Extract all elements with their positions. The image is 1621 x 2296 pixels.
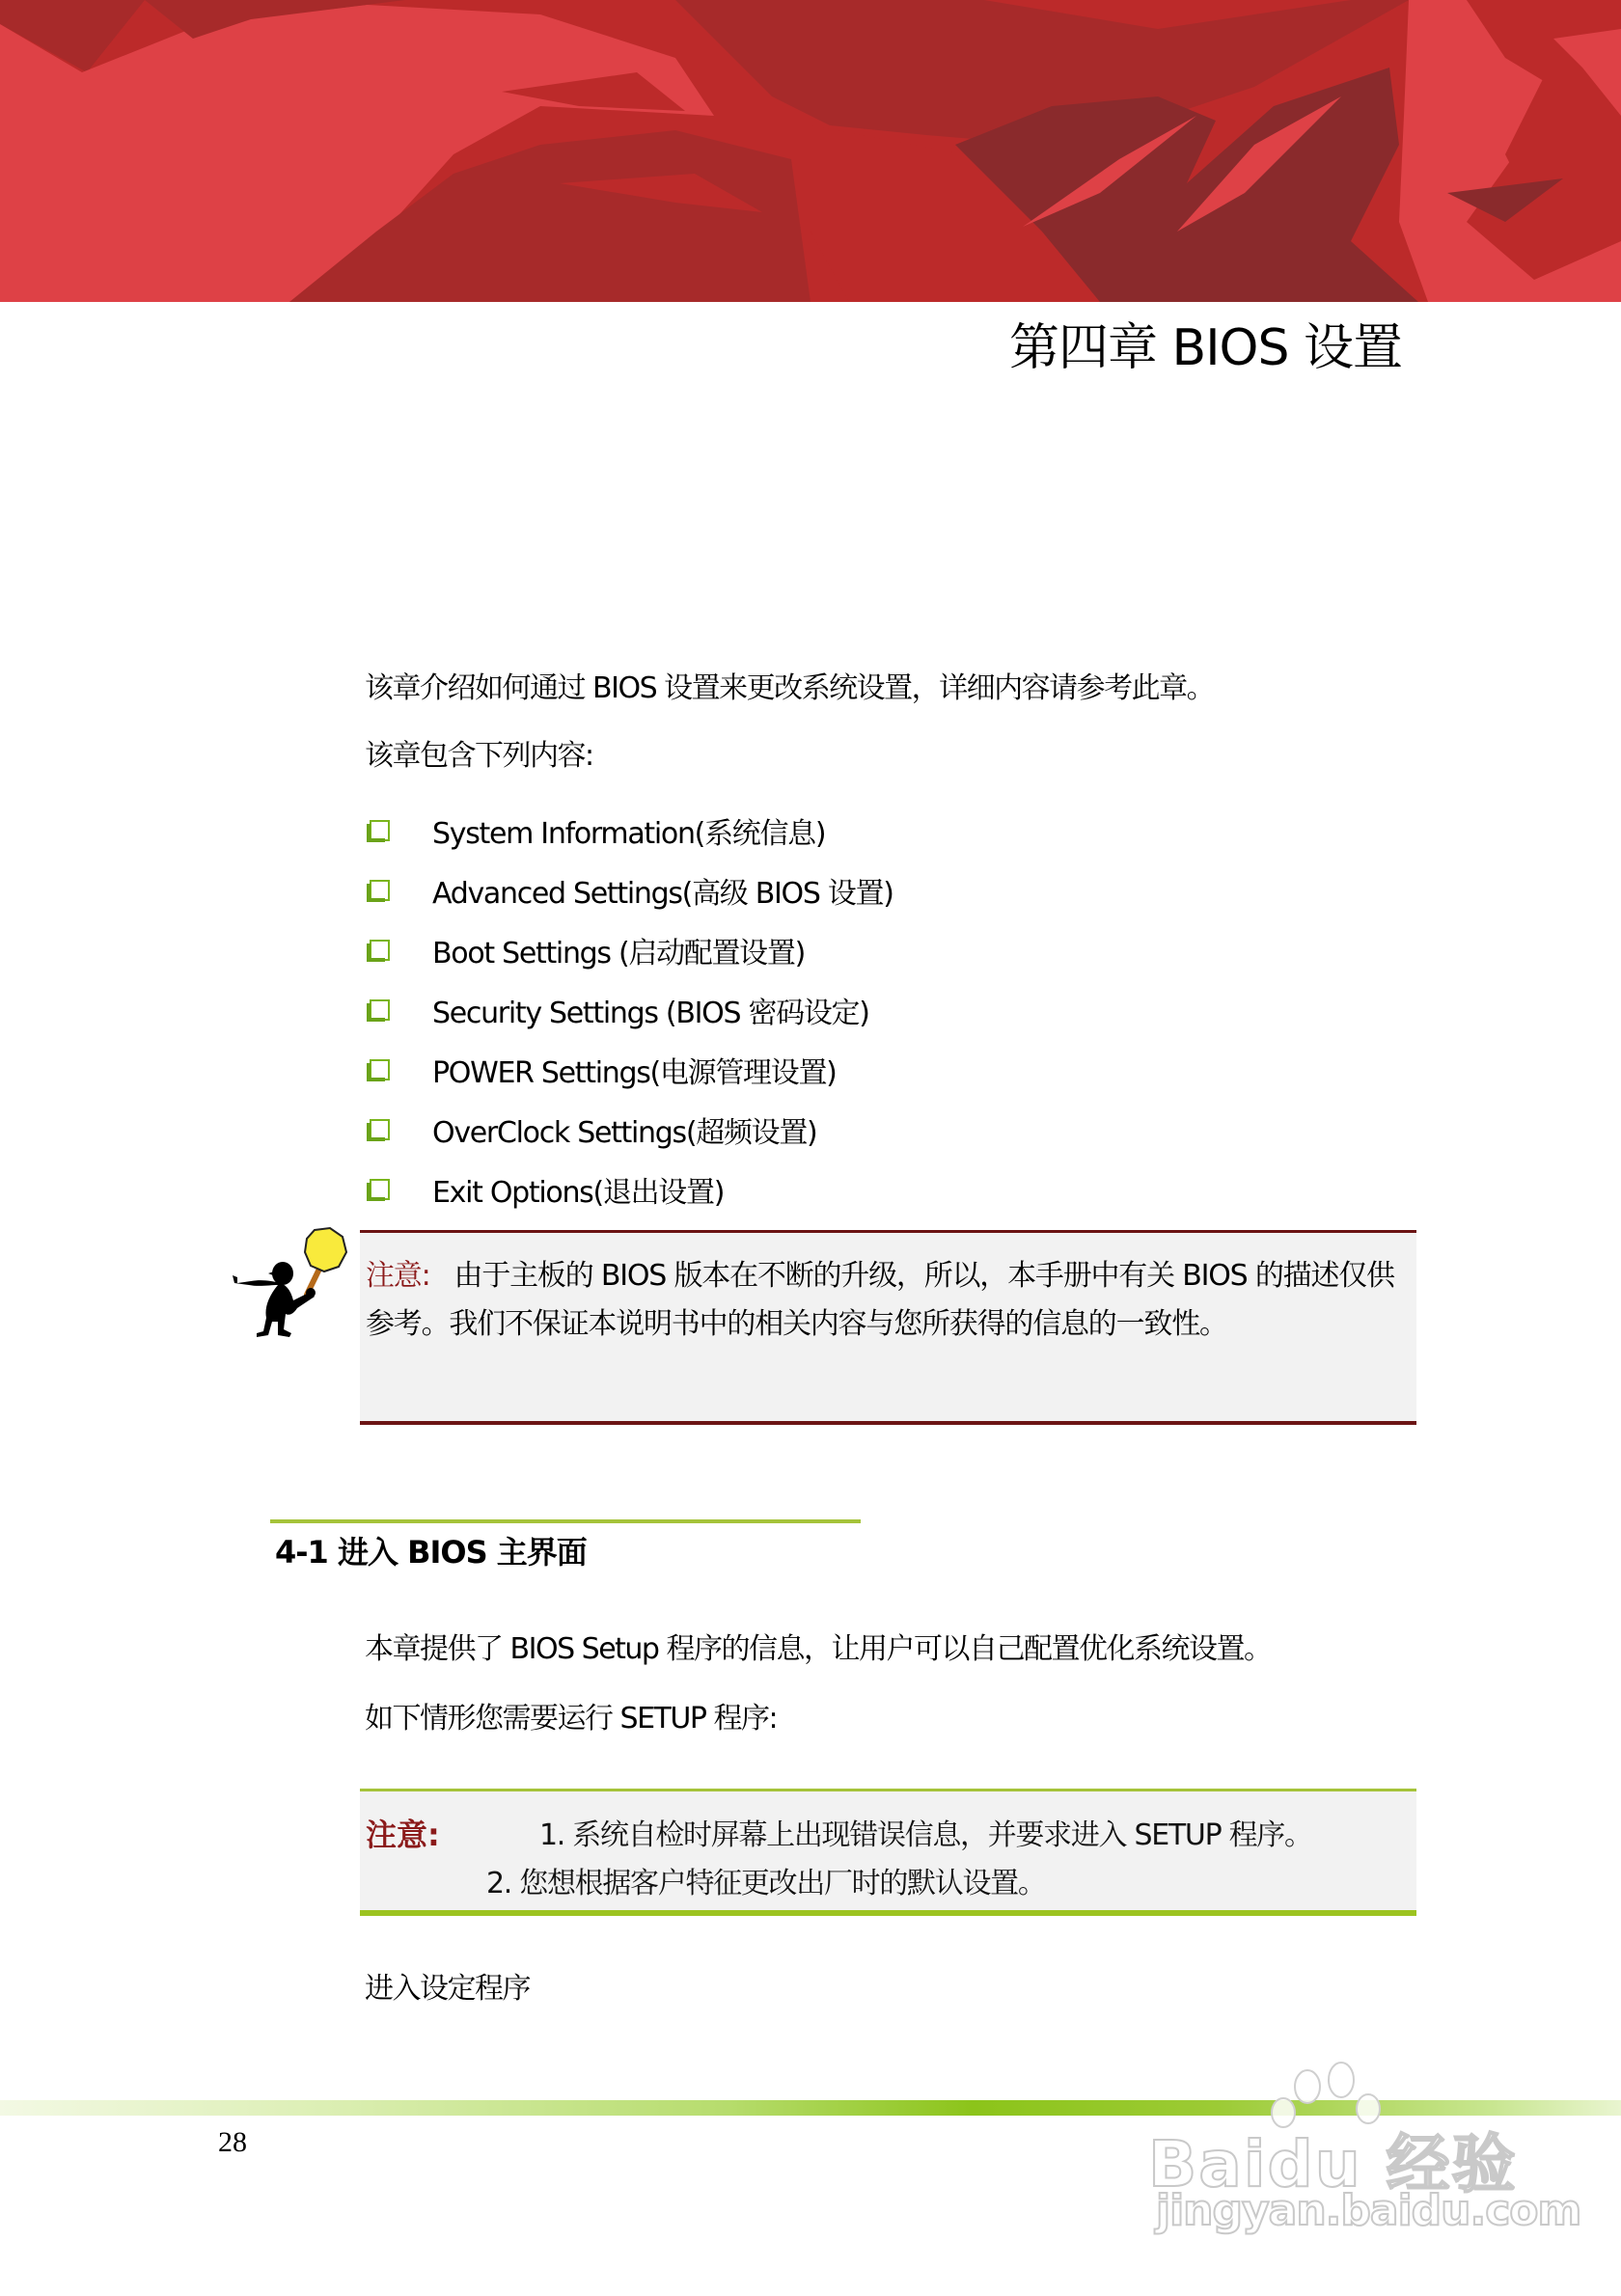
green-checkbox-icon: [367, 1059, 388, 1080]
list-item: [367, 861, 893, 920]
note-box-bios-version: [360, 1230, 1416, 1425]
chapter-title: 第四章 BIOS 设置: [1009, 319, 1403, 377]
list-item-label: Boot Settings (启动配置设置): [432, 937, 805, 970]
list-item-label: OverClock Settings(超频设置): [432, 1116, 817, 1150]
list-item: [367, 980, 893, 1040]
list-item-label: System Information(系统信息): [432, 817, 826, 851]
watermark-url: jingyan.baidu.com: [1156, 2186, 1581, 2235]
note-item: 1. 系统自检时屏幕上出现错误信息，并要求进入 SETUP 程序。: [539, 1818, 1312, 1852]
stick-figure-stop-sign-icon: [230, 1225, 350, 1343]
section-paragraph: 本章提供了 BIOS Setup 程序的信息，让用户可以自己配置优化系统设置。: [365, 1632, 1272, 1666]
intro-paragraph: 该章介绍如何通过 BIOS 设置来更改系统设置，详细内容请参考此章。: [365, 671, 1215, 705]
list-item: [367, 1100, 893, 1160]
section-paragraph-2: 如下情形您需要运行 SETUP 程序:: [365, 1702, 778, 1736]
green-checkbox-icon: [367, 1119, 388, 1140]
section-heading: 4-1 进入 BIOS 主界面: [275, 1534, 587, 1571]
note-label: 注意:: [366, 1817, 440, 1853]
list-item-label: Advanced Settings(高级 BIOS 设置): [432, 877, 893, 911]
page-number: 28: [218, 2126, 247, 2158]
note-label: 注意:: [366, 1259, 430, 1293]
note-body: 由于主板的 BIOS 版本在不断的升级，所以，本手册中有关 BIOS 的描述仅供参考。我们不保证本说明书中的相关内容与您所获得的信息的一致性。: [366, 1259, 1394, 1341]
green-checkbox-icon: [367, 820, 388, 841]
green-checkbox-icon: [367, 880, 388, 901]
contents-lead-in: 该章包含下列内容:: [365, 739, 593, 773]
chapter-contents-list: [367, 801, 893, 1219]
green-checkbox-icon: [367, 999, 388, 1021]
red-abstract-banner-graphic: [0, 0, 1621, 302]
note-item: 2. 您想根据客户特征更改出厂时的默认设置。: [486, 1867, 1046, 1900]
green-checkbox-icon: [367, 1179, 388, 1200]
list-item: [367, 1040, 893, 1100]
green-checkbox-icon: [367, 940, 388, 961]
list-item: [367, 1160, 893, 1219]
section-rule: [270, 1519, 861, 1523]
baidu-watermark: [1148, 2053, 1581, 2236]
list-item-label: Security Settings (BIOS 密码设定): [432, 997, 869, 1030]
note-box-setup-conditions: [360, 1789, 1416, 1916]
list-item: [367, 801, 893, 861]
subheading-enter-setup: 进入设定程序: [365, 1972, 530, 2006]
list-item-label: POWER Settings(电源管理设置): [432, 1056, 837, 1090]
watermark-brand: Baidu 经验: [1148, 2127, 1518, 2201]
list-item: [367, 920, 893, 980]
list-item-label: Exit Options(退出设置): [432, 1176, 725, 1210]
header-banner: [0, 0, 1621, 302]
note-text: [366, 1252, 1413, 1349]
